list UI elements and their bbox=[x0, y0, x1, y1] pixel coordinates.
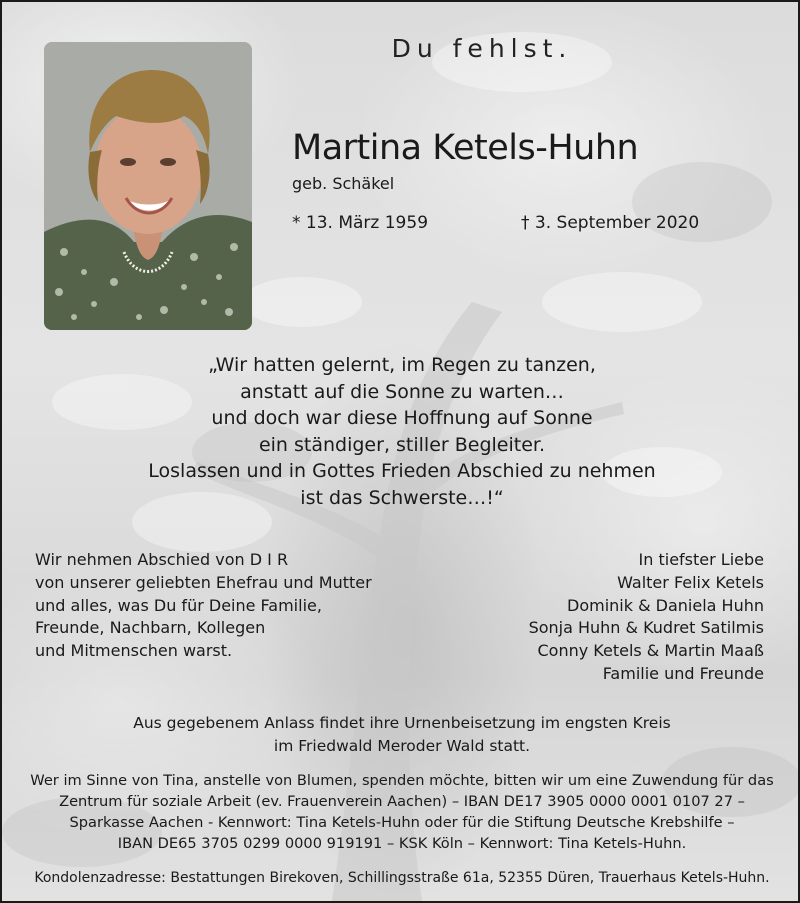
mourner-line: In tiefster Liebe bbox=[638, 550, 764, 569]
farewell-line: von unserer geliebten Ehefrau und Mutter bbox=[35, 572, 372, 592]
donation-line: Zentrum für soziale Arbeit (ev. Frauenverein Aachen) – IBAN DE17 3905 0000 0001 0107 27 – bbox=[59, 793, 745, 810]
mourner-line: Conny Ketels & Martin Maaß bbox=[537, 641, 764, 661]
burial-line: im Friedwald Meroder Wald statt. bbox=[273, 736, 531, 755]
burial-notice bbox=[62, 712, 742, 757]
portrait-illustration bbox=[44, 42, 252, 330]
farewell-line: und Mitmenschen warst. bbox=[35, 641, 233, 661]
memorial-quote bbox=[122, 352, 682, 511]
mourner-line: Walter Felix Ketels bbox=[617, 572, 764, 592]
death-date: † 3. September 2020 bbox=[521, 213, 700, 233]
farewell-text bbox=[35, 549, 395, 663]
mourner-line: Dominik & Daniela Huhn bbox=[567, 595, 764, 615]
burial-line: Aus gegebenem Anlass findet ihre Urnenbeisetzung im engsten Kreis bbox=[133, 714, 671, 732]
donation-notice bbox=[12, 770, 792, 854]
deceased-name: Martina Ketels-Huhn bbox=[292, 128, 639, 168]
donation-line: Sparkasse Aachen - Kennwort: Tina Ketels-Huhn oder für die Stiftung Deutsche Krebshilfe – bbox=[69, 814, 735, 831]
farewell-line: Freunde, Nachbarn, Kollegen bbox=[35, 618, 266, 638]
donation-line: IBAN DE65 3705 0299 0000 919191 – KSK Köln – Kennwort: Tina Ketels-Huhn. bbox=[117, 835, 687, 852]
maiden-name: geb. Schäkel bbox=[292, 174, 395, 193]
mourners-list bbox=[442, 549, 764, 686]
quote-line: Loslassen und in Gottes Frieden Abschied zu nehmen bbox=[148, 460, 656, 482]
quote-line: „Wir hatten gelernt, im Regen zu tanzen, bbox=[208, 354, 596, 376]
quote-line: anstatt auf die Sonne zu warten… bbox=[240, 380, 564, 403]
farewell-line: und alles, was Du für Deine Familie, bbox=[35, 595, 322, 615]
quote-line: ein ständiger, stiller Begleiter. bbox=[258, 433, 546, 456]
mourner-line: Familie und Freunde bbox=[602, 663, 764, 683]
quote-line: ist das Schwerste…!“ bbox=[300, 486, 504, 509]
mourner-line: Sonja Huhn & Kudret Satilmis bbox=[528, 618, 764, 638]
condolence-address: Kondolenzadresse: Bestattungen Birekoven, Schillingsstraße 61a, 52355 Düren, Trauerhaus Ketels-Huhn. bbox=[34, 870, 770, 886]
quote-line: und doch war diese Hoffnung auf Sonne bbox=[211, 407, 593, 429]
farewell-line: Wir nehmen Abschied von D I R bbox=[35, 550, 289, 569]
headline: Du fehlst. bbox=[391, 34, 573, 63]
donation-line: Wer im Sinne von Tina, anstelle von Blumen, spenden möchte, bitten wir um eine Zuwendung für das bbox=[30, 772, 774, 789]
birth-date: * 13. März 1959 bbox=[292, 213, 429, 233]
portrait-photo bbox=[44, 42, 252, 330]
